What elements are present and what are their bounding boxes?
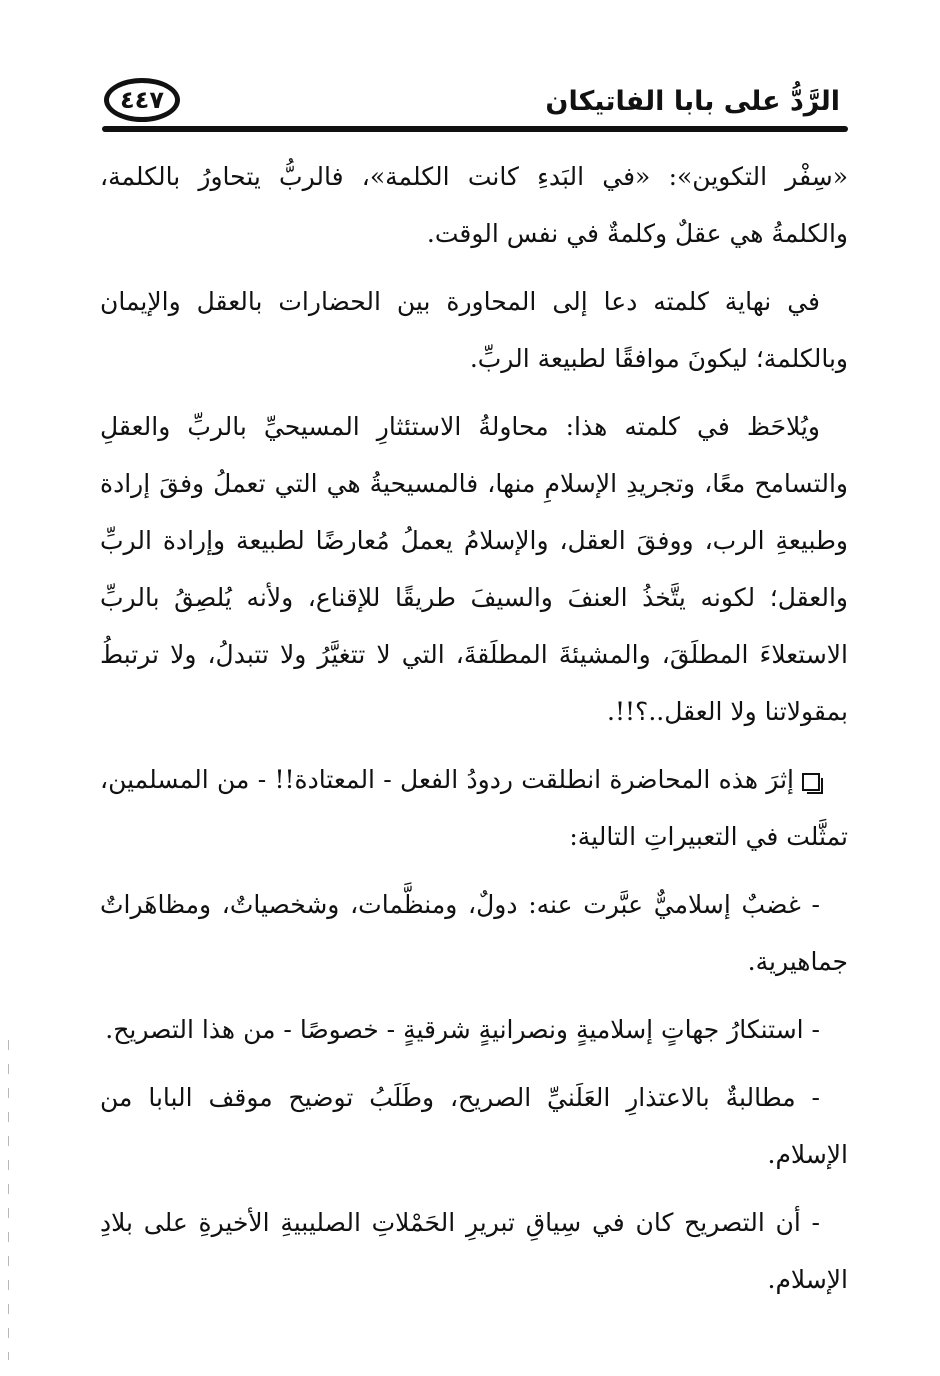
square-bullet-icon xyxy=(802,773,820,791)
paragraph-4 xyxy=(100,751,848,865)
paragraph-1: «سِفْر التكوين»: «في البَدءِ كانت الكلمة»، فالربُّ يتحاورُ بالكلمة، والكلمةُ هي عقلٌ وكلمةٌ في نفس الوقت. xyxy=(100,162,848,248)
header-rule xyxy=(102,126,848,132)
page-number: ٤٤٧ xyxy=(120,86,164,114)
scan-edge-mark xyxy=(8,1040,9,1360)
list-item-4: - أن التصريح كان في سِياقِ تبريرِ الحَمْلاتِ الصليبيةِ الأخيرةِ على بلادِ الإسلام. xyxy=(100,1208,848,1294)
list-item-2: - استنكارُ جهاتٍ إسلاميةٍ ونصرانيةٍ شرقيةٍ - خصوصًا - من هذا التصريح. xyxy=(105,1015,820,1044)
paragraph-3: ويُلاحَظ في كلمته هذا: محاولةُ الاستئثارِ المسيحيِّ بالربِّ والعقلِ والتسامح معًا، وتجريدِ الإسلامِ منها، فالمسيحيةُ هي التي تعملُ وفقَ إرادة وطبيعةِ الرب، ووفقَ العقل، والإسلامُ يعملُ مُعارضًا لطبيعة وإرادة الربِّ والعقل؛ لكونه يتَّخذُ العنفَ والسيفَ طريقًا للإقناع، ولأنه يُلصِقُ بالربِّ الاستعلاءَ المطلَقَ، والمشيئةَ المطلَقةَ، التي لا تتغيَّرُ ولا تتبدلُ، ولا ترتبطُ بمقولاتنا ولا العقل..؟!!. xyxy=(100,412,848,726)
list-item-1: - غضبٌ إسلاميٌّ عبَّرت عنه: دولٌ، ومنظَّمات، وشخصياتٌ، ومظاهَراتٌ جماهيرية. xyxy=(100,890,848,976)
page-header xyxy=(100,68,848,140)
page-number-oval xyxy=(104,78,180,122)
running-title: الرَّدُّ على بابا الفاتيكان xyxy=(545,86,840,117)
body-text xyxy=(100,148,848,1319)
list-item-3: - مطالبةٌ بالاعتذارِ العَلَنيِّ الصريح، وطَلَبُ توضيح موقف البابا من الإسلام. xyxy=(100,1083,848,1169)
paragraph-2: في نهاية كلمته دعا إلى المحاورة بين الحضارات بالعقل والإيمان وبالكلمة؛ ليكونَ موافقًا لطبيعة الربِّ. xyxy=(100,287,848,373)
paragraph-4-text: إثرَ هذه المحاضرة انطلقت ردودُ الفعل - المعتادة!! - من المسلمين، تمثَّلت في التعبيراتِ التالية: xyxy=(100,765,848,851)
